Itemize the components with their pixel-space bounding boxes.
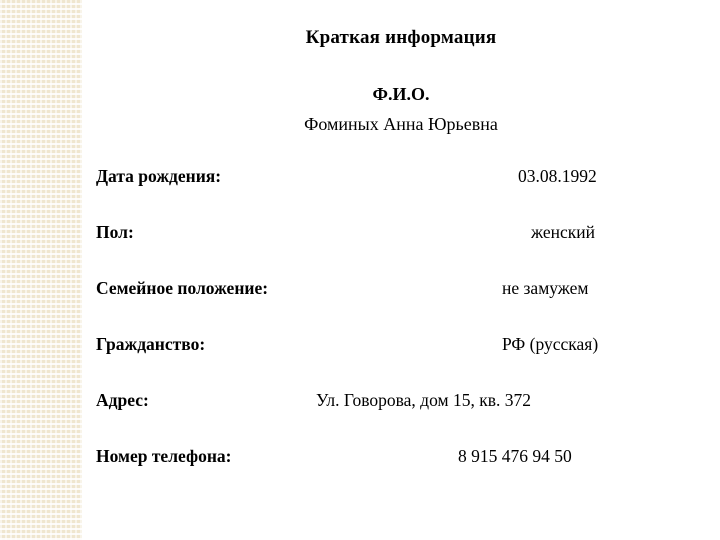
- field-value-marital-status: не замужем: [502, 278, 589, 298]
- slide-content: [82, 0, 720, 540]
- info-row: [82, 222, 720, 278]
- field-label-birthdate: Дата рождения:: [96, 166, 222, 186]
- field-label-phone: Номер телефона:: [96, 446, 232, 466]
- field-label-gender: Пол:: [96, 222, 134, 242]
- field-value-phone: 8 915 476 94 50: [458, 446, 572, 466]
- field-value-gender: женский: [531, 222, 595, 242]
- info-row: [82, 390, 720, 446]
- field-value-address: Ул. Говорова, дом 15, кв. 372: [316, 390, 531, 410]
- decorative-left-band: [0, 0, 82, 540]
- info-row: [82, 166, 720, 222]
- field-label-citizenship: Гражданство:: [96, 334, 206, 354]
- name-value: Фоминых Анна Юрьевна: [304, 114, 498, 134]
- name-label: Ф.И.О.: [372, 84, 430, 104]
- field-value-citizenship: РФ (русская): [502, 334, 599, 354]
- info-list: [82, 166, 720, 502]
- field-value-birthdate: 03.08.1992: [518, 166, 597, 186]
- field-label-marital-status: Семейное положение:: [96, 278, 269, 298]
- info-row: [82, 278, 720, 334]
- info-row: [82, 446, 720, 502]
- slide-title: Краткая информация: [305, 27, 497, 48]
- field-label-address: Адрес:: [96, 390, 149, 410]
- info-row: [82, 334, 720, 390]
